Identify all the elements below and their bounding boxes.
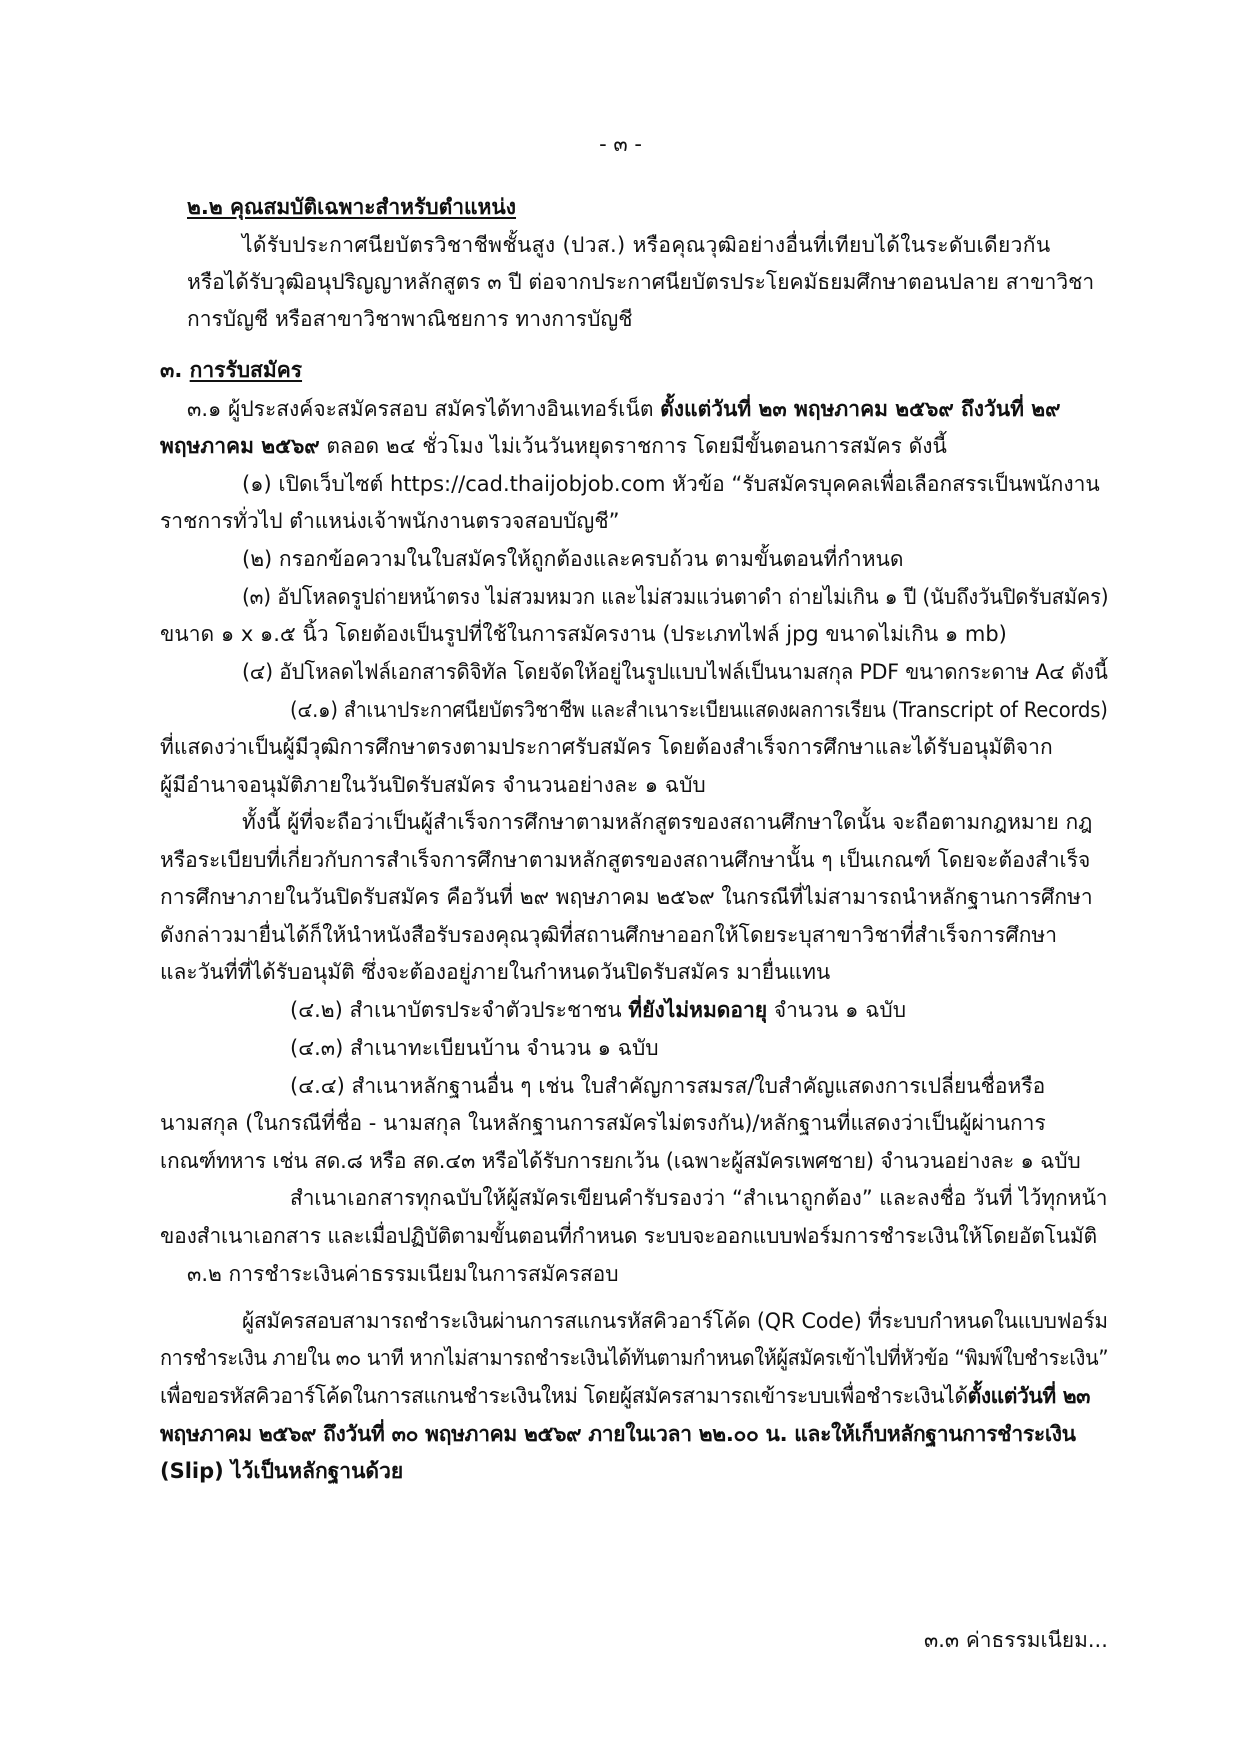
step-4-1-line-2: ที่แสดงว่าเป็นผู้มีวุฒิการศึกษาตรงตามประกาศรับสมัคร โดยต้องสำเร็จการศึกษาและได้รับอนุมัติจาก [160,735,1053,759]
payment-line-2: การชำระเงิน ภายใน ๓๐ นาที หากไม่สามารถชำระเงินได้ทันตามกำหนดให้ผู้สมัครเข้าไปที่หัวข้อ “พิมพ์ใบชำระเงิน” [160,1346,1109,1370]
payment-line-3-date: ตั้งแต่วันที่ ๒๓ [967,1384,1091,1408]
step-4-4-line-1: (๔.๔) สำเนาหลักฐานอื่น ๆ เช่น ใบสำคัญการสมรส/ใบสำคัญแสดงการเปลี่ยนชื่อหรือ [290,1074,1046,1098]
section-3-1-date-range: ตั้งแต่วันที่ ๒๓ พฤษภาคม ๒๕๖๙ ถึงวันที่ ๒๙ [660,397,1061,421]
payment-line-3 [160,1382,1090,1410]
next-section-ref: ๓.๓ ค่าธรรมเนียม... [924,1628,1108,1652]
section-3-heading [160,356,302,384]
payment-line-1: ผู้สมัครสอบสามารถชำระเงินผ่านการสแกนรหัสคิวอาร์โค้ด (QR Code) ที่ระบบกำหนดในแบบฟอร์ม [242,1309,1108,1333]
step-3-line-2: ขนาด ๑ x ๑.๕ นิ้ว โดยต้องเป็นรูปที่ใช้ในการสมัครงาน (ประเภทไฟล์ jpg ขนาดไม่เกิน ๑ mb) [160,622,1007,646]
note-line-1: ทั้งนี้ ผู้ที่จะถือว่าเป็นผู้สำเร็จการศึกษาตามหลักสูตรของสถานศึกษาใดนั้น จะถือตามกฎหมาย กฎ [242,810,1093,834]
step-4-1-line-3: ผู้มีอำนาจอนุมัติภายในวันปิดรับสมัคร จำนวนอย่างละ ๑ ฉบับ [160,773,706,797]
note-line-2: หรือระเบียบที่เกี่ยวกับการสำเร็จการศึกษาตามหลักสูตรของสถานศึกษานั้น ๆ เป็นเกณฑ์ โดยจะต้องสำเร็จ [160,848,1091,872]
step-1-line-2: ราชการทั่วไป ตำแหน่งเจ้าพนักงานตรวจสอบบัญชี” [160,509,620,533]
page-number: - ๓ - [599,132,642,156]
note-line-3: การศึกษาภายในวันปิดรับสมัคร คือวันที่ ๒๙ พฤษภาคม ๒๕๖๙ ในกรณีที่ไม่สามารถนำหลักฐานการศึกษา [160,885,1093,909]
note-line-5: และวันที่ที่ได้รับอนุมัติ ซึ่งจะต้องอยู่ภายในกำหนดวันปิดรับสมัคร มายื่นแทน [160,960,831,984]
section-3-1-text: ๓.๑ ผู้ประสงค์จะสมัครสอบ สมัครได้ทางอินเทอร์เน็ต [187,397,661,421]
section-3-1-date-end: พฤษภาคม ๒๕๖๙ [160,434,320,458]
step-3-line-1: (๓) อัปโหลดรูปถ่ายหน้าตรง ไม่สวมหมวก และไม่สวมแว่นตาดำ ถ่ายไม่เกิน ๑ ปี (นับถึงวันปิดรับสมัคร) [242,585,1109,609]
copy-cert-line-1: สำเนาเอกสารทุกฉบับให้ผู้สมัครเขียนคำรับรองว่า “สำเนาถูกต้อง” และลงชื่อ วันที่ ไว้ทุกหน้า [290,1186,1108,1210]
copy-cert-line-2: ของสำเนาเอกสาร และเมื่อปฏิบัติตามขั้นตอนที่กำหนด ระบบจะออกแบบฟอร์มการชำระเงินให้โดยอัตโนมัติ [160,1224,1097,1248]
section-3-1-text-2: ตลอด ๒๔ ชั่วโมง ไม่เว้นวันหยุดราชการ โดยมีขั้นตอนการสมัคร ดังนี้ [319,434,947,458]
section-2-2-line-1: ได้รับประกาศนียบัตรวิชาชีพชั้นสูง (ปวส.) หรือคุณวุฒิอย่างอื่นที่เทียบได้ในระดับเดียวกัน [242,233,1051,257]
section-3-2-heading: ๓.๒ การชำระเงินค่าธรรมเนียมในการสมัครสอบ [187,1262,619,1286]
step-4-2 [290,996,906,1024]
step-4-4-line-3: เกณฑ์ทหาร เช่น สด.๘ หรือ สด.๔๓ หรือได้รับการยกเว้น (เฉพาะผู้สมัครเพศชาย) จำนวนอย่างละ ๑ ฉบับ [160,1149,1081,1173]
payment-line-4: พฤษภาคม ๒๕๖๙ ถึงวันที่ ๓๐ พฤษภาคม ๒๕๖๙ ภายในเวลา ๒๒.๐๐ น. และให้เก็บหลักฐานการชำระเงิน [160,1422,1076,1446]
section-2-2-line-2: หรือได้รับวุฒิอนุปริญญาหลักสูตร ๓ ปี ต่อจากประกาศนียบัตรประโยคมัธยมศึกษาตอนปลาย สาขาวิชา [187,270,1095,294]
payment-line-5: (Slip) ไว้เป็นหลักฐานด้วย [160,1459,404,1483]
step-4-2-emphasis: ที่ยังไม่หมดอายุ [628,998,768,1022]
section-3-1-line-2 [160,432,947,460]
step-4-1-line-1: (๔.๑) สำเนาประกาศนียบัตรวิชาชีพ และสำเนาระเบียนแสดงผลการเรียน (Transcript of Records) [290,698,1108,722]
step-4-3: (๔.๓) สำเนาทะเบียนบ้าน จำนวน ๑ ฉบับ [290,1036,659,1060]
section-2-2-line-3: การบัญชี หรือสาขาวิชาพาณิชยการ ทางการบัญชี [187,307,633,331]
step-4-2-text: (๔.๒) สำเนาบัตรประจำตัวประชาชน [290,998,629,1022]
section-3-number: ๓. [160,358,183,382]
payment-line-3-text: เพื่อขอรหัสคิวอาร์โค้ดในการสแกนชำระเงินใหม่ โดยผู้สมัครสามารถเข้าระบบเพื่อชำระเงินได้ [160,1384,968,1408]
section-3-1-line-1 [187,395,1061,423]
section-3-title: การรับสมัคร [189,358,303,382]
step-4: (๔) อัปโหลดไฟล์เอกสารดิจิทัล โดยจัดให้อยู่ในรูปแบบไฟล์เป็นนามสกุล PDF ขนาดกระดาษ A๔ ดังนี้ [242,660,1108,684]
note-line-4: ดังกล่าวมายื่นได้ก็ให้นำหนังสือรับรองคุณวุฒิที่สถานศึกษาออกให้โดยระบุสาขาวิชาที่สำเร็จการศึกษา [160,923,1058,947]
step-2: (๒) กรอกข้อความในใบสมัครให้ถูกต้องและครบถ้วน ตามขั้นตอนที่กำหนด [242,547,904,571]
section-2-2-heading: ๒.๒ คุณสมบัติเฉพาะสำหรับตำแหน่ง [187,195,517,219]
step-1-line-1: (๑) เปิดเว็บไซต์ https://cad.thaijobjob.com หัวข้อ “รับสมัครบุคคลเพื่อเลือกสรรเป็นพนักงาน [242,472,1100,496]
step-4-4-line-2: นามสกุล (ในกรณีที่ชื่อ - นามสกุล ในหลักฐานการสมัครไม่ตรงกัน)/หลักฐานที่แสดงว่าเป็นผู้ผ่านการ [160,1111,1046,1135]
step-4-2-count: จำนวน ๑ ฉบับ [767,998,907,1022]
